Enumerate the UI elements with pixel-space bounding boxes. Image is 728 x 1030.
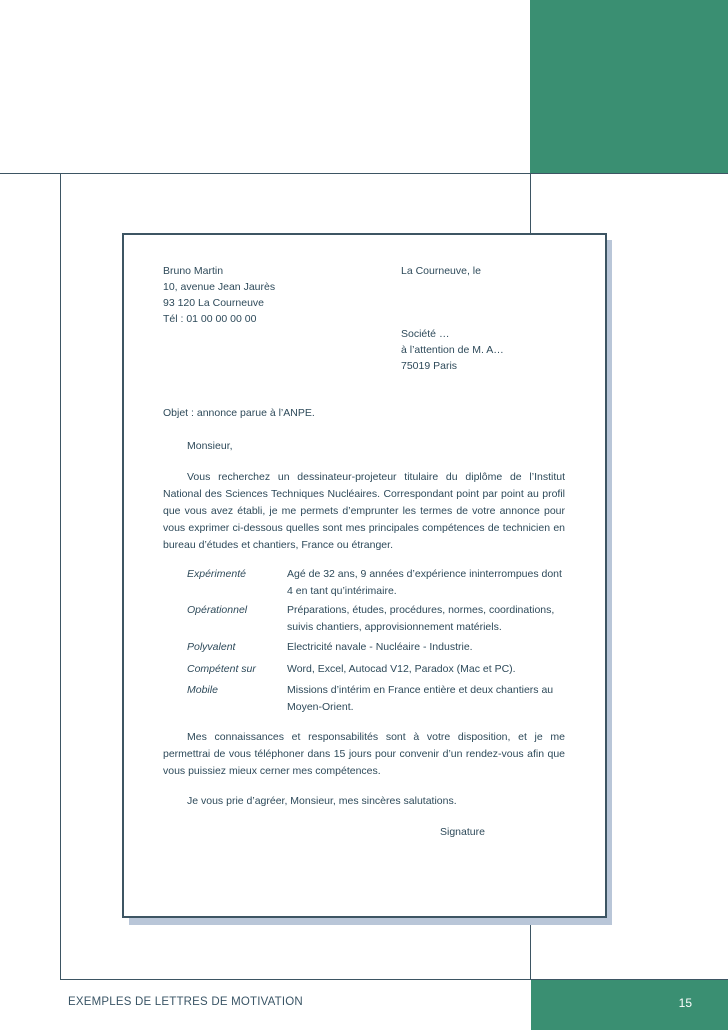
intro-text: Vous recherchez un dessinateur-projeteur titulaire du diplôme de l’Institut National des Sciences Techniques Nucléaires. Correspondant point par point au profil que vous avez établi, je me permets d’emprunter les termes de votre annonce pour vous exprimer ci-dessous quelles sont mes principales compétences de technicien en bureau d’études et chantiers, France ou étranger. [163,471,565,551]
page-number: 15 [678,996,692,1010]
competence-label: Compétent sur [187,663,256,675]
footer-title: EXEMPLES DE LETTRES DE MOTIVATION [68,996,303,1008]
left-rule [60,173,61,980]
closing-text: Mes connaissances et responsabilités sont à votre disposition, et je me permettrai de vous téléphoner dans 15 jours pour convenir d’un rendez-vous afin que vous puissiez mieux cerner mes compétences. [163,731,565,777]
competence-text: Missions d’intérim en France entière et deux chantiers au Moyen-Orient. [287,684,554,713]
subject-line: Objet : annonce parue à l’ANPE. [163,407,315,419]
top-rule [0,173,728,174]
footer-color-block [531,980,728,1030]
competence-label: Opérationnel [187,604,248,616]
recipient-city: 75019 Paris [401,360,458,372]
sender-name: Bruno Martin [163,265,224,277]
place-date: La Courneuve, le [401,265,481,277]
sender-phone: Tél : 01 00 00 00 00 [163,313,257,325]
competence-text: Agé de 32 ans, 9 années d’expérience ininterrompues dont 4 en tant qu’intérimaire. [287,568,562,597]
competence-label: Mobile [187,684,218,696]
signature: Signature [440,826,485,838]
closing-paragraph [163,729,565,780]
recipient-company: Société … [401,328,450,340]
competence-text: Word, Excel, Autocad V12, Paradox (Mac et PC). [287,663,516,675]
competence-label: Expérimenté [187,568,246,580]
competence-text: Préparations, études, procédures, normes, coordinations, suivis chantiers, approvisionnement matériels. [287,604,555,633]
corner-color-block [530,0,728,173]
recipient-attention: à l’attention de M. A… [401,344,504,356]
sender-city: 93 120 La Courneuve [163,297,264,309]
competence-label: Polyvalent [187,641,236,653]
sender-street: 10, avenue Jean Jaurès [163,281,276,293]
intro-paragraph [163,469,565,554]
closing-formula: Je vous prie d’agréer, Monsieur, mes sincères salutations. [187,795,457,807]
competence-text: Electricité navale - Nucléaire - Industrie. [287,641,473,653]
salutation: Monsieur, [187,440,233,452]
